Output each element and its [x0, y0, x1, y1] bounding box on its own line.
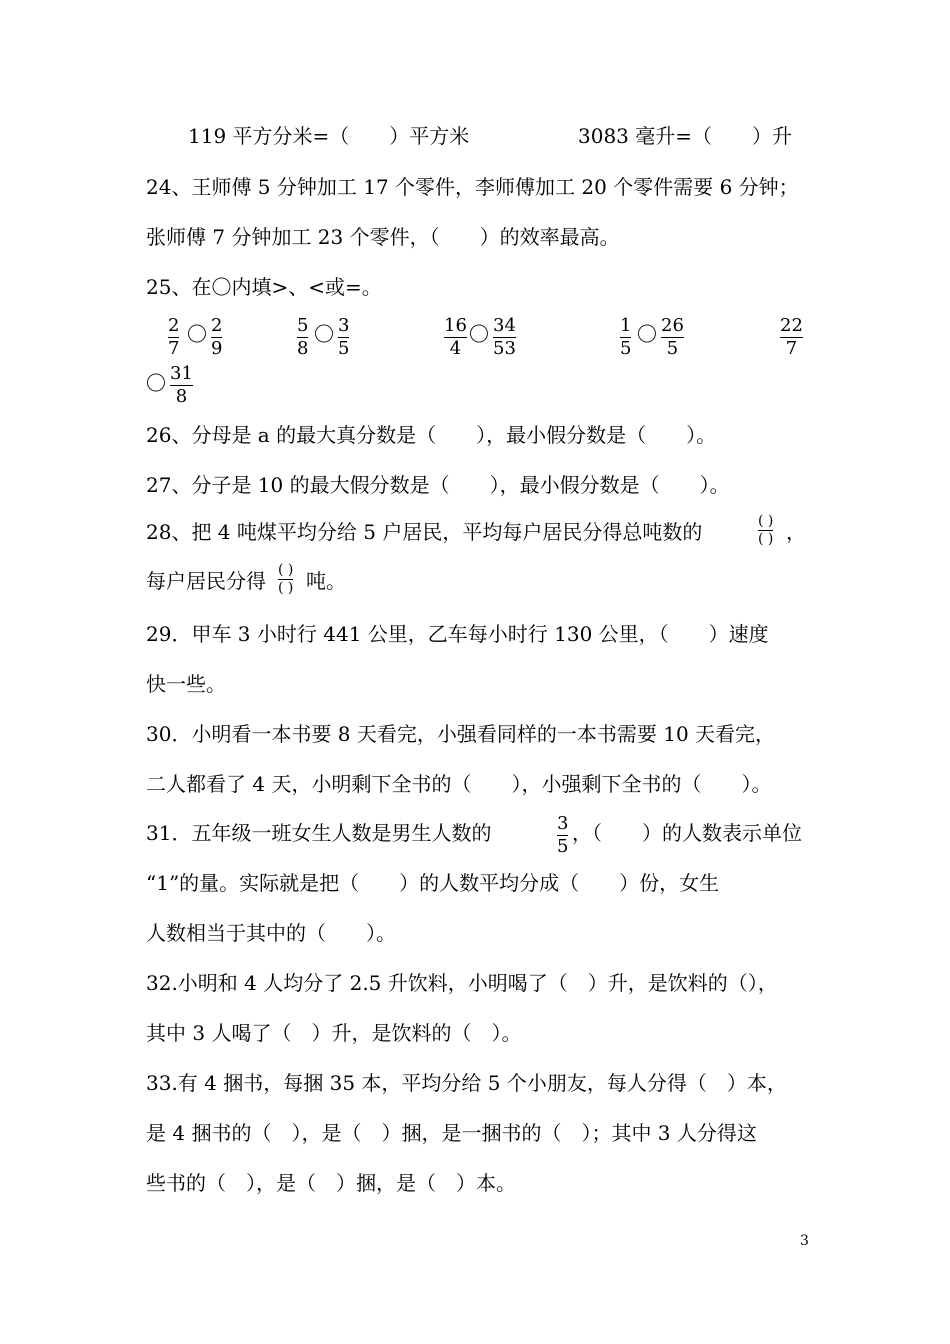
q25-frac-1b [211, 316, 222, 359]
q29-line1: 29．甲车 3 小时行 441 公里，乙车每小时行 130 公里，（ ）速度 [146, 622, 769, 646]
denominator: 8 [297, 338, 309, 359]
compare-circle-1: 〇 [187, 322, 207, 346]
q33-line2: 是 4 捆书的（ ），是（ ）捆，是一捆书的（ ）；其中 3 人分得这 [146, 1121, 757, 1145]
q28-line2-start: 每户居民分得 [146, 569, 266, 593]
q28-line1-text: 28、把 4 吨煤平均分给 5 户居民，平均每户居民分得总吨数的 [146, 520, 703, 544]
denominator: 5 [620, 338, 632, 359]
q28-blank-fraction-1 [758, 514, 773, 547]
numerator: 31 [170, 363, 193, 384]
q32-line1: 32.小明和 4 人均分了 2.5 升饮料，小明喝了（ ）升，是饮料的（）， [146, 971, 778, 995]
numerator: 3 [557, 813, 569, 834]
denominator: 9 [211, 338, 223, 359]
compare-circle-3: 〇 [469, 322, 489, 346]
q28-line2-end: 吨。 [306, 569, 346, 593]
q25-frac-1a [168, 316, 179, 359]
q33-line3: 些书的（ ），是（ ）捆，是（ ）本。 [146, 1171, 516, 1195]
q25-frac-3b [493, 316, 516, 359]
q23-right: 3083 毫升=（ ）升 [578, 124, 793, 148]
q25-frac-3a [444, 316, 467, 359]
q25-title: 25、在〇内填>、<或=。 [146, 275, 382, 299]
q24-line1: 24、王师傅 5 分钟加工 17 个零件，李师傅加工 20 个零件需要 6 分钟； [146, 175, 799, 199]
denominator: ( ) [758, 531, 774, 547]
q31-fraction [557, 814, 568, 857]
q28-line1-end: ， [786, 520, 806, 544]
compare-circle-4: 〇 [637, 322, 657, 346]
denominator: 53 [493, 338, 516, 359]
q28-line1 [146, 520, 702, 544]
compare-circle-5: 〇 [146, 371, 166, 395]
denominator: 4 [449, 338, 462, 359]
q25-frac-5b [170, 364, 193, 407]
q23-left: 119 平方分米=（ ）平方米 [188, 124, 470, 148]
q30-line1: 30．小明看一本书要 8 天看完，小强看同样的一本书需要 10 天看完， [146, 722, 776, 746]
q31-line3: 人数相当于其中的（ ）。 [146, 921, 396, 945]
compare-circle-2: 〇 [314, 322, 334, 346]
numerator: 1 [620, 315, 632, 336]
q24-line2: 张师傅 7 分钟加工 23 个零件，（ ）的效率最高。 [146, 225, 620, 249]
numerator: 5 [297, 315, 309, 336]
denominator: 5 [557, 836, 569, 857]
numerator: 22 [780, 315, 803, 336]
numerator: 34 [493, 315, 516, 336]
q31-line1-end: ，（ ）的人数表示单位 [572, 821, 802, 845]
denominator: 7 [168, 338, 180, 359]
numerator: 2 [211, 315, 223, 336]
q33-line1: 33.有 4 捆书，每捆 35 本，平均分给 5 个小朋友，每人分得（ ）本， [146, 1071, 787, 1095]
q25-frac-5a [780, 316, 803, 359]
denominator: 8 [175, 386, 188, 407]
q25-frac-4a [620, 316, 631, 359]
numerator: 3 [338, 315, 350, 336]
denominator: 5 [338, 338, 350, 359]
numerator: 26 [661, 315, 684, 336]
q25-frac-2b [338, 316, 349, 359]
numerator: 16 [444, 315, 467, 336]
q25-frac-2a [297, 316, 308, 359]
denominator: 7 [785, 338, 798, 359]
numerator: ( ) [758, 513, 774, 529]
numerator: 2 [168, 315, 180, 336]
q29-line2: 快一些。 [146, 672, 226, 696]
q25-frac-4b [661, 316, 684, 359]
q31-line1-start: 31．五年级一班女生人数是男生人数的 [146, 821, 492, 845]
page-number: 3 [800, 1233, 809, 1249]
denominator: 5 [666, 338, 679, 359]
q31-line2: “1”的量。实际就是把（ ）的人数平均分成（ ）份，女生 [146, 871, 720, 895]
denominator: ( ) [278, 580, 294, 596]
numerator: ( ) [278, 562, 294, 578]
q32-line2: 其中 3 人喝了（ ）升，是饮料的（ ）。 [146, 1021, 522, 1045]
q26-text: 26、分母是 a 的最大真分数是（ ），最小假分数是（ ）。 [146, 423, 717, 447]
q30-line2: 二人都看了 4 天，小明剩下全书的（ ），小强剩下全书的（ ）。 [146, 772, 772, 796]
q28-blank-fraction-2 [278, 563, 293, 596]
q27-text: 27、分子是 10 的最大假分数是（ ），最小假分数是（ ）。 [146, 473, 730, 497]
